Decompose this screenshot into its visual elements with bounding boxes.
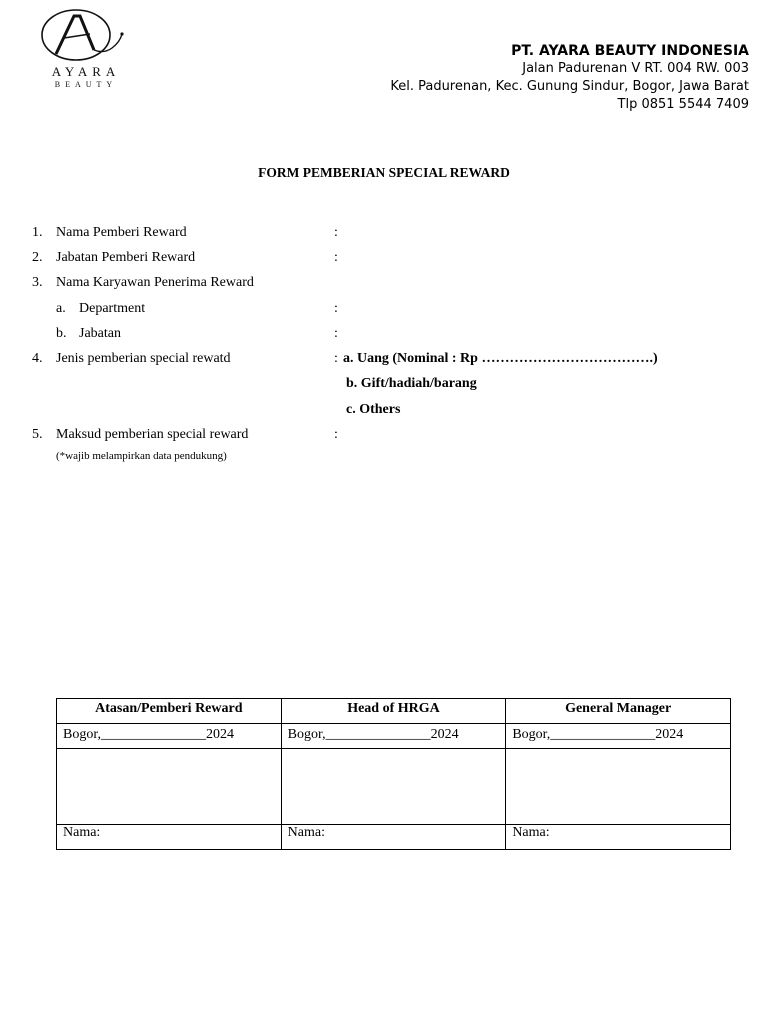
signature-name-row [57,825,731,850]
date-cell-atasan: Bogor,_______________2024 [57,724,282,749]
name-cell-atasan: Nama: [57,825,282,850]
company-header [390,42,749,114]
subitem-letter: b. [56,326,67,341]
item-colon: : [334,301,338,316]
company-address-line1: Jalan Padurenan V RT. 004 RW. 003 [522,61,749,76]
name-cell-hrga: Nama: [281,825,506,850]
item-colon: : [334,250,338,265]
item-number: 3. [32,275,43,290]
item-colon: : [334,225,338,240]
header-atasan: Atasan/Pemberi Reward [57,699,282,724]
form-title: FORM PEMBERIAN SPECIAL REWARD [258,165,510,180]
company-logo [34,4,130,94]
item-label: Nama Karyawan Penerima Reward [56,275,254,290]
item-label: Jenis pemberian special rewatd [56,351,231,366]
subitem-letter: a. [56,301,66,316]
company-name: PT. AYARA BEAUTY INDONESIA [511,43,749,59]
company-address-line2: Kel. Padurenan, Kec. Gunung Sindur, Bogor, Jawa Barat [390,79,749,94]
signature-area-hrga [281,749,506,825]
signature-table [56,698,731,850]
item-colon: : [334,351,338,366]
header-hrga: Head of HRGA [281,699,506,724]
signature-area-gm [506,749,731,825]
item-label: Jabatan Pemberi Reward [56,250,196,265]
signature-header-row [57,699,731,724]
header-gm: General Manager [506,699,731,724]
item-colon: : [334,427,338,442]
name-cell-gm: Nama: [506,825,731,850]
date-cell-gm: Bogor,_______________2024 [506,724,731,749]
supporting-data-note: (*wajib melampirkan data pendukung) [56,450,227,462]
reward-option-gift: b. Gift/hadiah/barang [346,376,477,391]
reward-option-uang: a. Uang (Nominal : Rp ……………………………….) [343,351,658,366]
item-colon: : [334,326,338,341]
date-cell-hrga: Bogor,_______________2024 [281,724,506,749]
signature-area-atasan [57,749,282,825]
item-label: Maksud pemberian special reward [56,427,249,442]
item-label: Nama Pemberi Reward [56,225,187,240]
signature-space-row [57,749,731,825]
signature-date-row [57,724,731,749]
subitem-label: Department [79,301,146,316]
item-number: 2. [32,250,43,265]
logo-emblem-icon [34,4,130,66]
logo-tagline-text: BEAUTY [54,80,118,89]
reward-option-others: c. Others [346,402,401,417]
item-number: 4. [32,351,43,366]
subitem-label: Jabatan [79,326,121,341]
item-number: 1. [32,225,43,240]
item-number: 5. [32,427,43,442]
logo-brand-text: AYARA [51,64,121,79]
company-phone: Tlp 0851 5544 7409 [617,97,749,112]
